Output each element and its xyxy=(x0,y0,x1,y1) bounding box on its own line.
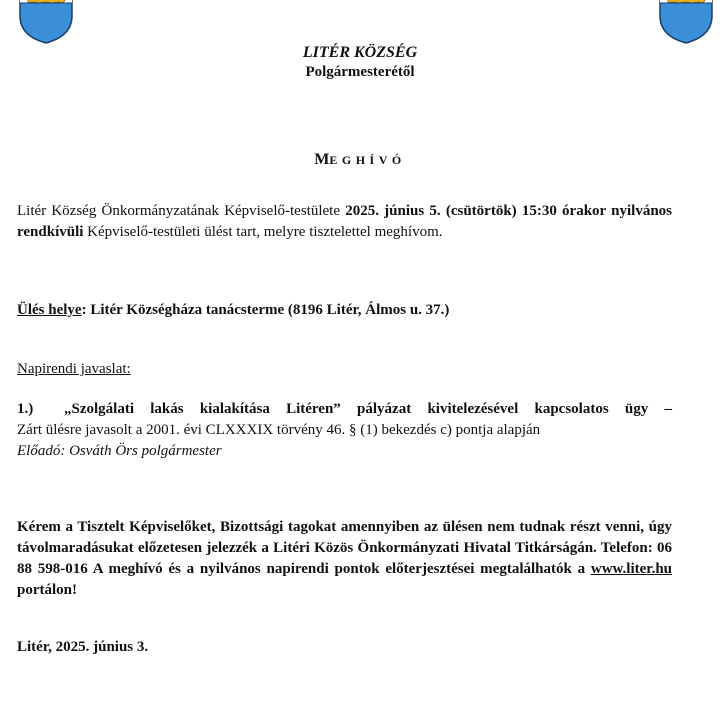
venue-colon: : xyxy=(81,302,87,318)
website-link[interactable]: www.liter.hu xyxy=(590,561,672,577)
venue-line xyxy=(17,300,672,321)
agenda-heading xyxy=(17,359,672,380)
document-title xyxy=(0,151,720,169)
notice-paragraph xyxy=(17,517,672,601)
intro-date: 2025. június 5. (csütörtök) 15:30 órakor nyilvános rendkívüli xyxy=(17,203,672,240)
intro-text-2: Képviselő-testületi ülést tart, melyre tisztelettel meghívom. xyxy=(83,224,443,240)
document-title-initial: M xyxy=(314,151,330,168)
notice-text-end: portálon! xyxy=(17,582,77,598)
intro-paragraph xyxy=(17,201,672,243)
agenda-heading-text: Napirendi javaslat: xyxy=(17,361,131,377)
municipality-title: LITÉR KÖZSÉG xyxy=(302,44,418,61)
sender-line: Polgármesterétől xyxy=(305,64,415,80)
agenda-item-presenter: Előadó: Osváth Örs polgármester xyxy=(17,443,222,459)
place-and-date: Litér, 2025. június 3. xyxy=(17,639,149,655)
document-title-rest: EGHÍVÓ xyxy=(329,153,406,167)
agenda-item-number: 1.) xyxy=(17,401,34,417)
coat-of-arms-left-icon xyxy=(19,0,73,44)
notice-text: Kérem a Tisztelt Képviselőket, Bizottsági tagokat amennyiben az ülésen nem tudnak részt venni, úgy távolmaradásukat előzetesen jelezzék a Litéri Közös Önkormányzati Hivatal Titkárságán. Telefon: 06 88 598-016 A meghívó és a nyilvános napirendi pontok előterjesztései megtalálhatók a xyxy=(17,519,672,577)
venue-label: Ülés helye xyxy=(17,302,82,318)
intro-text-1: Litér Község Önkormányzatának Képviselő-testülete xyxy=(17,203,346,219)
agenda-item-title-line xyxy=(17,399,672,420)
venue-value: Litér Községháza tanácsterme (8196 Litér, Álmos u. 37.) xyxy=(86,302,450,318)
agenda-item-note: Zárt ülésre javasolt a 2001. évi CLXXXIX törvény 46. § (1) bekezdés c) pontja alapján xyxy=(17,422,541,438)
agenda-item xyxy=(17,399,672,462)
coat-of-arms-right-icon xyxy=(659,0,713,44)
agenda-item-title: „Szolgálati lakás kialakítása Litéren” pályázat kivitelezésével kapcsolatos ügy – xyxy=(64,401,672,417)
